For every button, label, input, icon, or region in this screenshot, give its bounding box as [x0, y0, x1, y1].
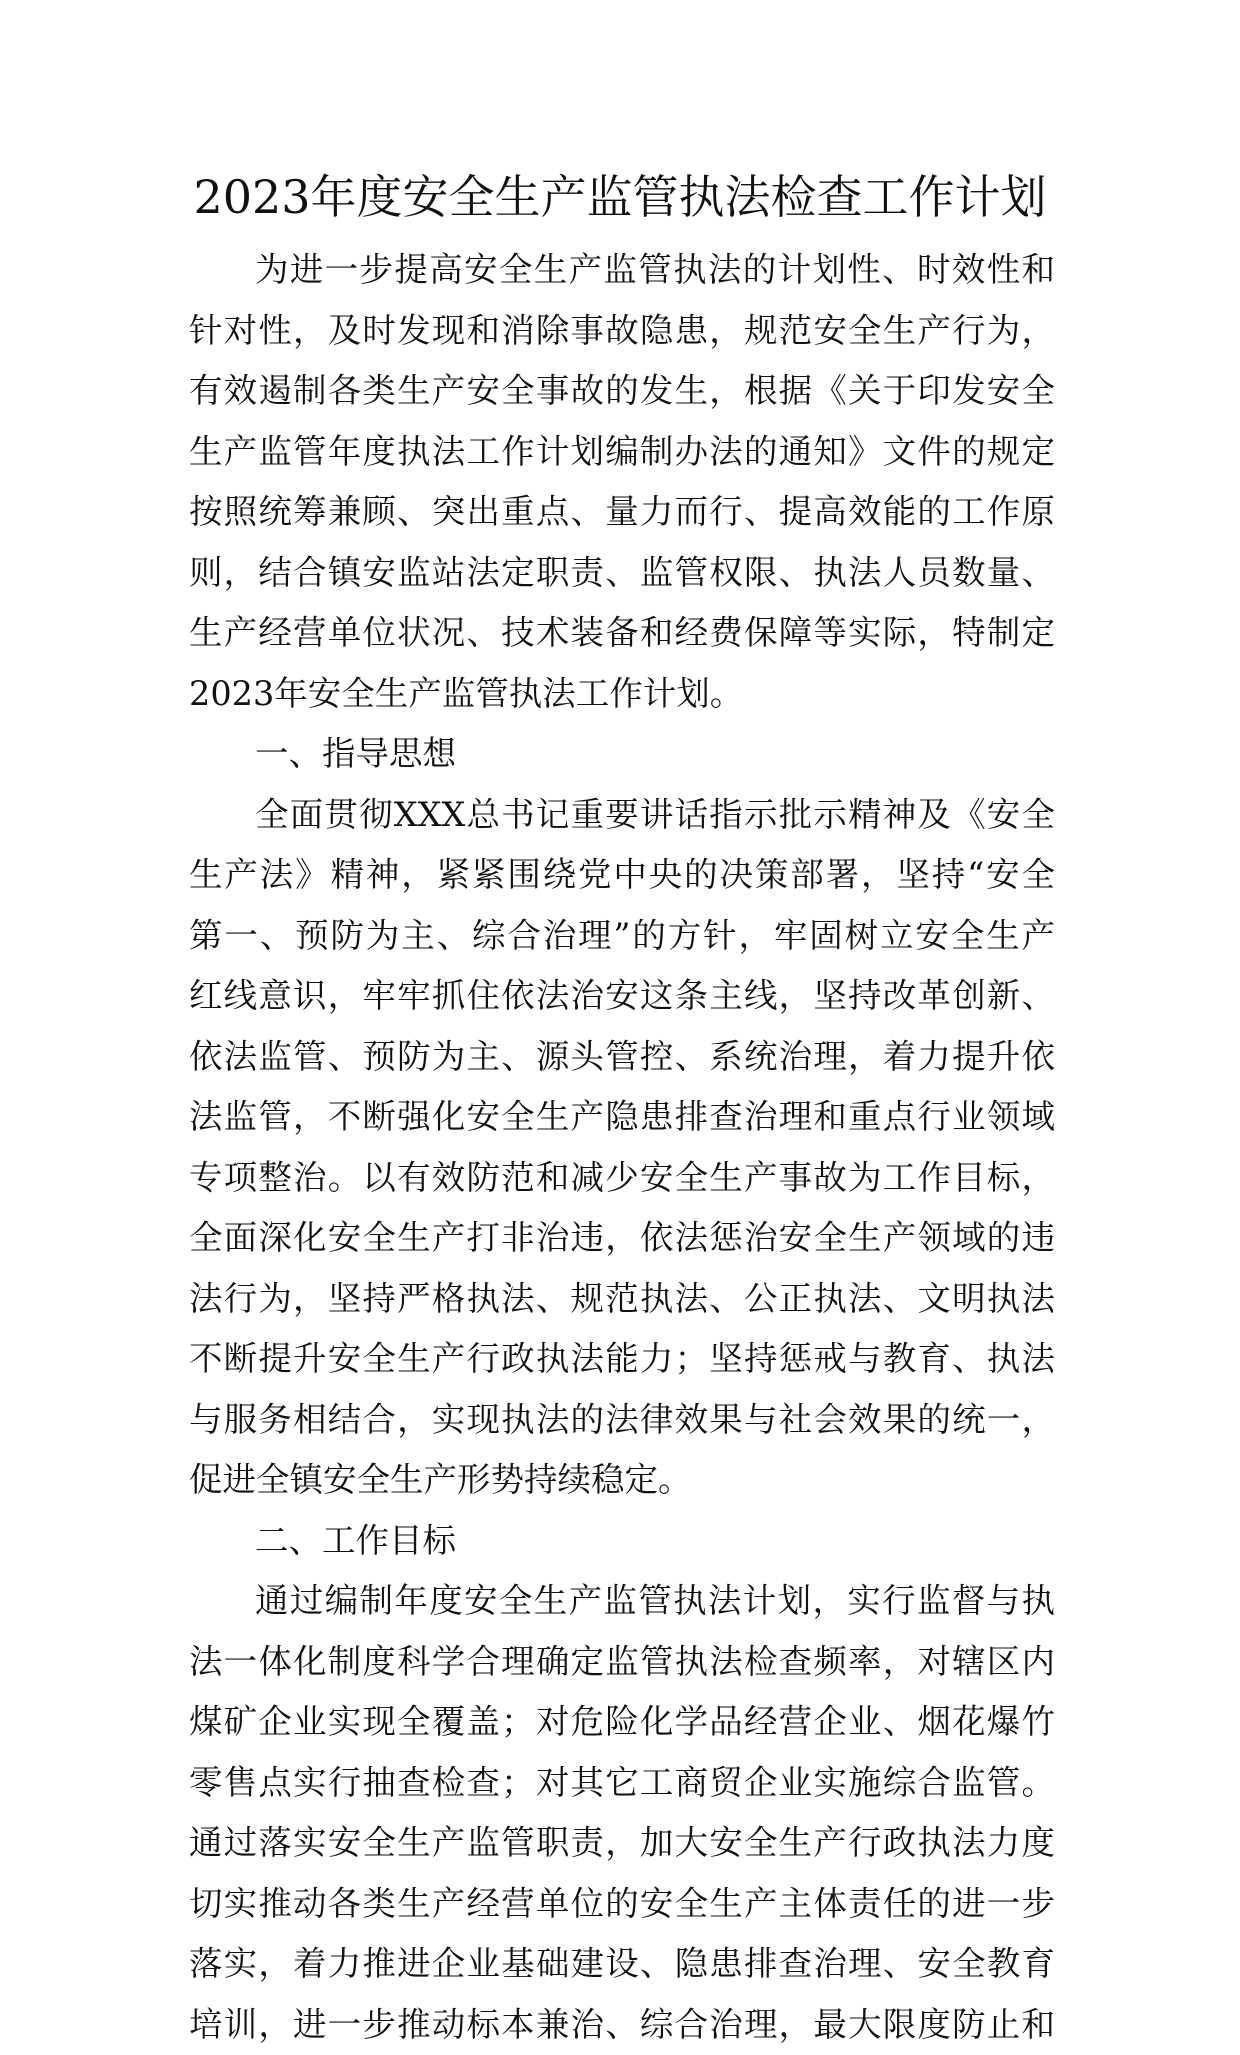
paragraph-line: 生产经营单位状况、技术装备和经费保障等实际，特制定	[189, 603, 1055, 664]
paragraph-line: 针对性，及时发现和消除事故隐患，规范安全生产行为，	[189, 301, 1055, 362]
paragraph-line: 切实推动各类生产经营单位的安全生产主体责任的进一步	[189, 1874, 1055, 1935]
paragraph-line: 专项整治。以有效防范和减少安全生产事故为工作目标，	[189, 1148, 1055, 1209]
document-title: 2023年度安全生产监管执法检查工作计划	[0, 168, 1240, 226]
paragraph-line: 2023年安全生产监管执法工作计划。	[189, 664, 1055, 725]
paragraph-line: 第一、预防为主、综合治理”的方针，牢固树立安全生产	[189, 906, 1055, 967]
paragraph-line: 零售点实行抽查检查；对其它工商贸企业实施综合监管。	[189, 1753, 1055, 1814]
paragraph-line: 培训，进一步推动标本兼治、综合治理，最大限度防止和	[189, 1995, 1055, 2055]
paragraph-line: 通过落实安全生产监管职责，加大安全生产行政执法力度	[189, 1813, 1055, 1874]
paragraph-line: 为进一步提高安全生产监管执法的计划性、时效性和	[189, 240, 1055, 301]
paragraph-line: 全面贯彻XXX总书记重要讲话指示批示精神及《安全	[189, 785, 1055, 846]
paragraph-line: 则，结合镇安监站法定职责、监管权限、执法人员数量、	[189, 543, 1055, 604]
section-heading: 二、工作目标	[189, 1511, 1055, 1572]
paragraph-line: 依法监管、预防为主、源头管控、系统治理，着力提升依	[189, 1027, 1055, 1088]
paragraph-line: 法一体化制度科学合理确定监管执法检查频率，对辖区内	[189, 1632, 1055, 1693]
paragraph-line: 按照统筹兼顾、突出重点、量力而行、提高效能的工作原	[189, 482, 1055, 543]
paragraph-line: 煤矿企业实现全覆盖；对危险化学品经营企业、烟花爆竹	[189, 1692, 1055, 1753]
paragraph-line: 有效遏制各类生产安全事故的发生，根据《关于印发安全	[189, 361, 1055, 422]
paragraph-line: 红线意识，牢牢抓住依法治安这条主线，坚持改革创新、	[189, 966, 1055, 1027]
paragraph-line: 不断提升安全生产行政执法能力；坚持惩戒与教育、执法	[189, 1329, 1055, 1390]
paragraph-line: 生产监管年度执法工作计划编制办法的通知》文件的规定	[189, 422, 1055, 483]
paragraph-line: 生产法》精神，紧紧围绕党中央的决策部署，坚持“安全	[189, 845, 1055, 906]
paragraph-line: 与服务相结合，实现执法的法律效果与社会效果的统一，	[189, 1390, 1055, 1451]
paragraph-line: 法行为，坚持严格执法、规范执法、公正执法、文明执法	[189, 1269, 1055, 1330]
paragraph-line: 通过编制年度安全生产监管执法计划，实行监督与执	[189, 1571, 1055, 1632]
section-heading: 一、指导思想	[189, 724, 1055, 785]
paragraph-line: 全面深化安全生产打非治违，依法惩治安全生产领域的违	[189, 1208, 1055, 1269]
paragraph-line: 促进全镇安全生产形势持续稳定。	[189, 1450, 1055, 1511]
paragraph-line: 落实，着力推进企业基础建设、隐患排查治理、安全教育	[189, 1934, 1055, 1995]
paragraph-line: 法监管，不断强化安全生产隐患排查治理和重点行业领域	[189, 1087, 1055, 1148]
document-body	[189, 240, 1055, 2055]
